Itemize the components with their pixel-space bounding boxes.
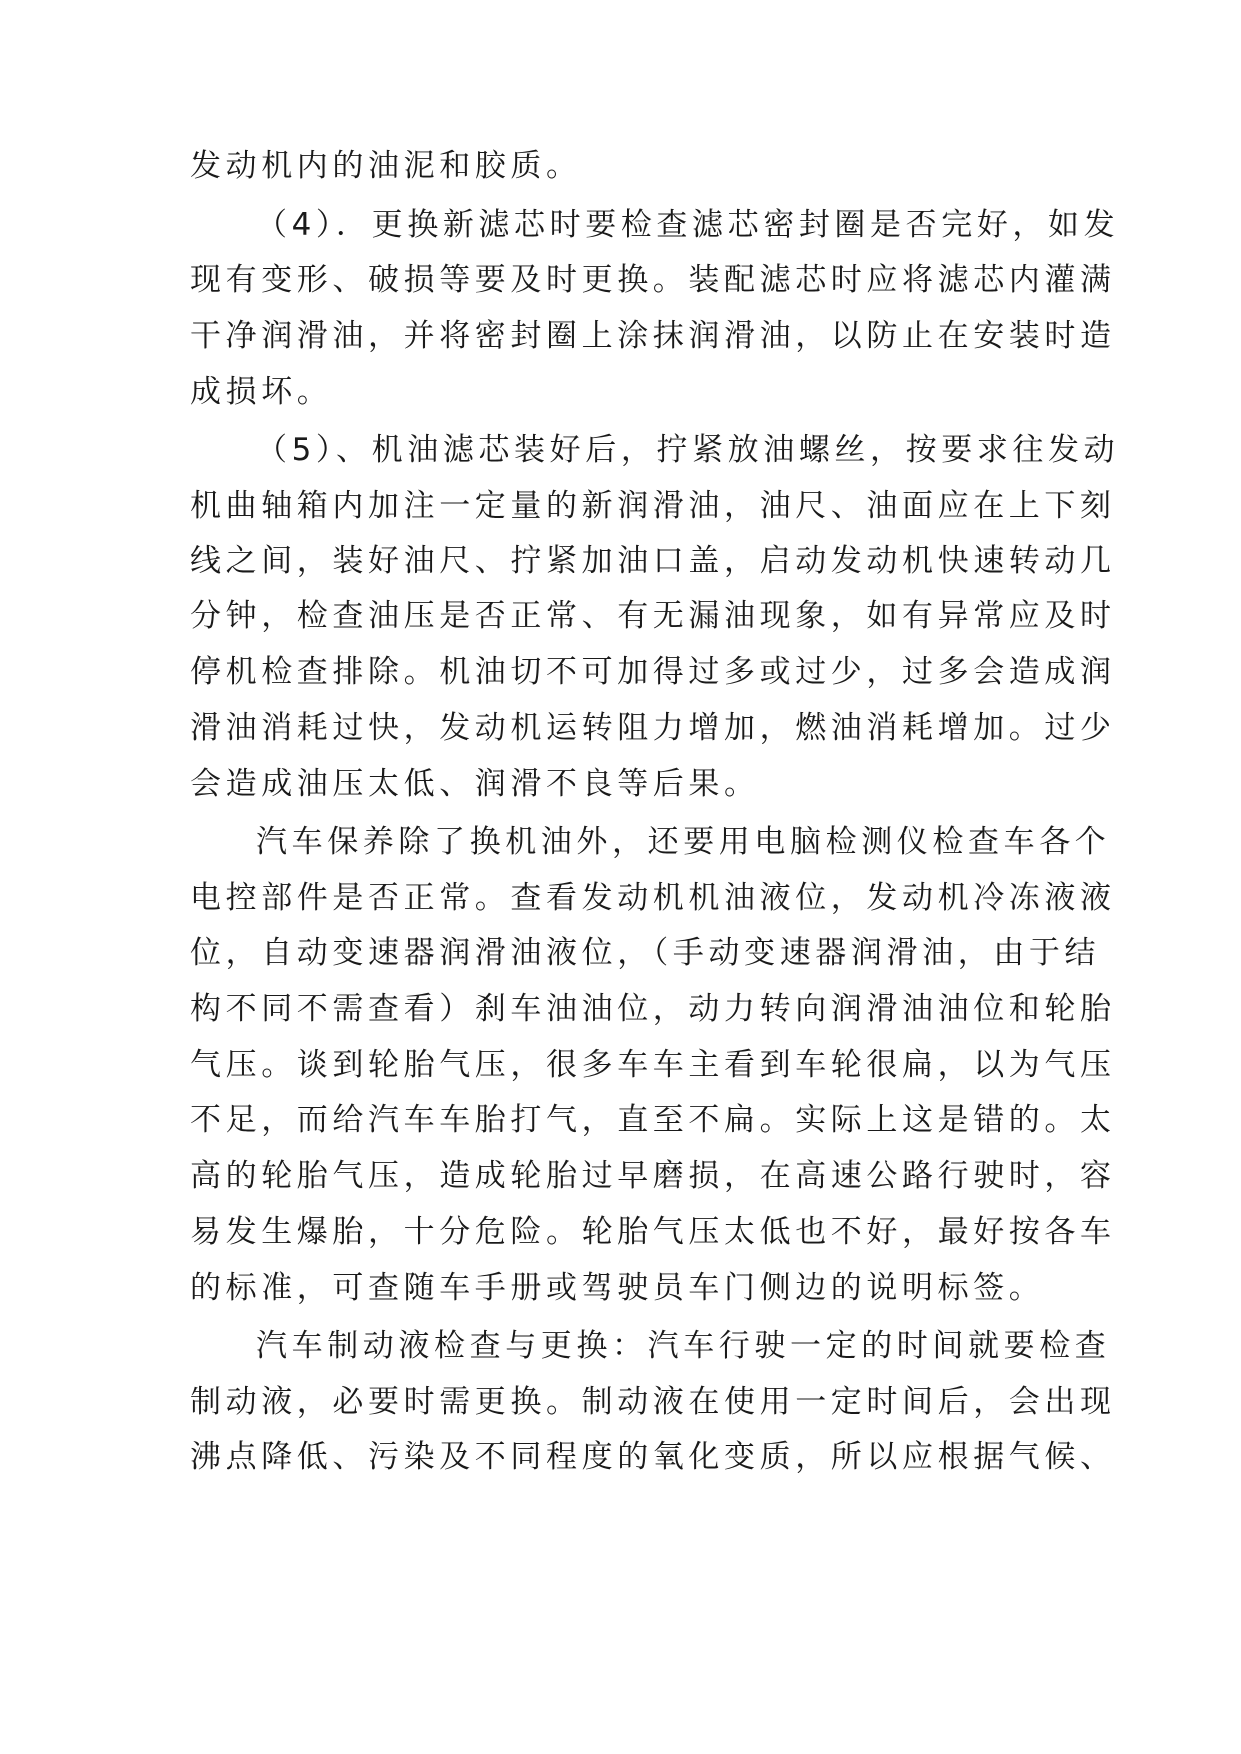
text-line: 发动机内的油泥和胶质。 xyxy=(190,148,582,184)
text-line: 制动液，必要时需更换。制动液在使用一定时间后，会出现 xyxy=(190,1384,1116,1420)
text-line: 易发生爆胎，十分危险。轮胎气压太低也不好，最好按各车 xyxy=(190,1214,1116,1250)
text-line: 线之间，装好油尺、拧紧加油口盖，启动发动机快速转动几 xyxy=(190,543,1116,579)
text-line: 停机检查排除。机油切不可加得过多或过少，过多会造成润 xyxy=(190,654,1116,690)
text-line: 滑油消耗过快，发动机运转阻力增加，燃油消耗增加。过少 xyxy=(190,710,1116,746)
text-line: 干净润滑油，并将密封圈上涂抹润滑油，以防止在安装时造 xyxy=(190,318,1116,354)
text-line: 不足，而给汽车车胎打气，直至不扁。实际上这是错的。太 xyxy=(190,1102,1116,1138)
text-line: 位，自动变速器润滑油液位，（手动变速器润滑油，由于结 xyxy=(190,935,1101,971)
text-line: 分钟，检查油压是否正常、有无漏油现象，如有异常应及时 xyxy=(190,598,1116,634)
text-line: 沸点降低、污染及不同程度的氧化变质，所以应根据气候、 xyxy=(190,1439,1116,1475)
text-line: 机曲轴箱内加注一定量的新润滑油，油尺、油面应在上下刻 xyxy=(190,488,1116,524)
text-line: 构不同不需查看）刹车油油位，动力转向润滑油油位和轮胎 xyxy=(190,991,1116,1027)
text-line: 气压。谈到轮胎气压，很多车车主看到车轮很扁，以为气压 xyxy=(190,1047,1116,1083)
text-line: 高的轮胎气压，造成轮胎过早磨损，在高速公路行驶时，容 xyxy=(190,1158,1116,1194)
text-line: 电控部件是否正常。查看发动机机油液位，发动机冷冻液液 xyxy=(190,880,1116,916)
text-line: 汽车保养除了换机油外，还要用电脑检测仪检查车各个 xyxy=(256,824,1111,860)
text-line: 会造成油压太低、润滑不良等后果。 xyxy=(190,766,760,802)
text-line: （5）、机油滤芯装好后，拧紧放油螺丝，按要求往发动 xyxy=(256,432,1120,468)
text-line: （4）．更换新滤芯时要检查滤芯密封圈是否完好，如发 xyxy=(256,207,1120,243)
text-line: 汽车制动液检查与更换：汽车行驶一定的时间就要检查 xyxy=(256,1328,1111,1364)
text-line: 现有变形、破损等要及时更换。装配滤芯时应将滤芯内灌满 xyxy=(190,262,1116,298)
text-line: 成损坏。 xyxy=(190,374,333,410)
text-line: 的标准，可查随车手册或驾驶员车门侧边的说明标签。 xyxy=(190,1270,1045,1306)
